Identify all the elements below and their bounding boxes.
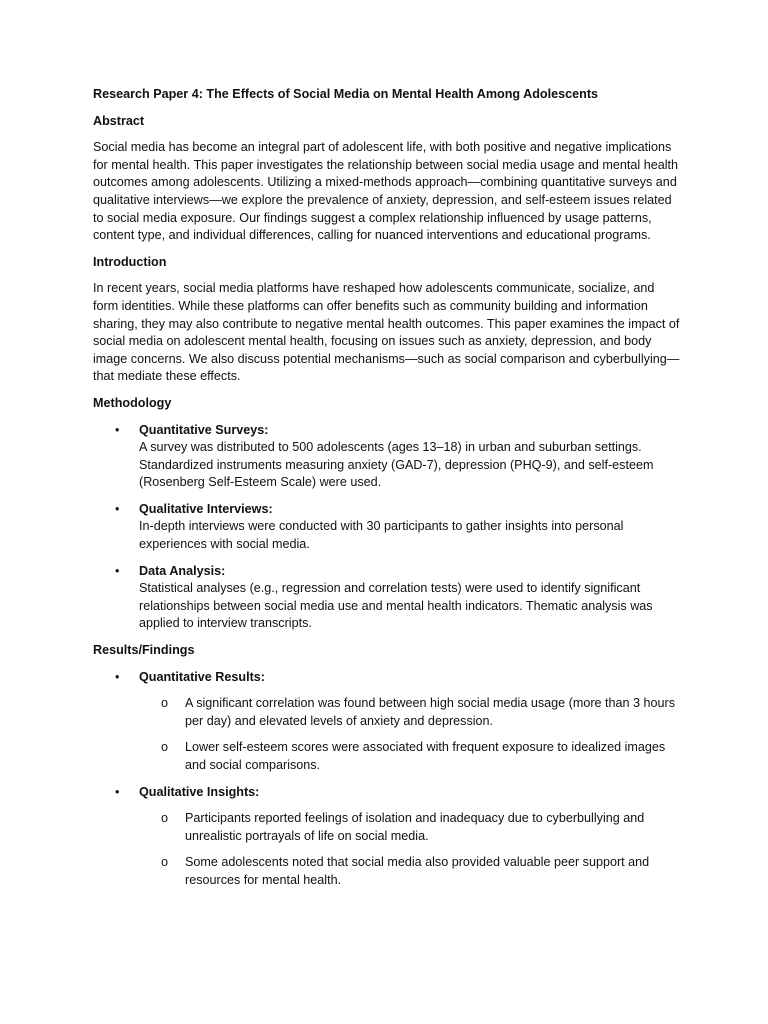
bullet-icon: • xyxy=(115,563,120,578)
abstract-heading: Abstract xyxy=(93,113,145,128)
results-subitem-text: A significant correlation was found between high social media usage (more than 3 hours per day) and elevated levels of anxiety and depression. xyxy=(185,696,676,728)
results-list xyxy=(93,669,683,890)
results-subitem xyxy=(139,739,683,774)
methodology-item-title: Quantitative Surveys: xyxy=(139,422,269,437)
circle-bullet-icon: o xyxy=(161,740,169,755)
methodology-item-title: Qualitative Interviews: xyxy=(139,501,273,516)
results-group xyxy=(93,669,683,775)
methodology-item-text: In-depth interviews were conducted with 30 participants to gather insights into personal experiences with social media. xyxy=(139,519,624,552)
results-subitem xyxy=(139,810,683,845)
methodology-heading: Methodology xyxy=(93,395,172,410)
results-sublist xyxy=(139,695,683,774)
bullet-icon: • xyxy=(115,669,120,684)
circle-bullet-icon: o xyxy=(161,855,169,870)
circle-bullet-icon: o xyxy=(161,811,169,826)
results-group-title: Quantitative Results: xyxy=(139,669,265,684)
bullet-icon: • xyxy=(115,501,120,516)
methodology-item-title: Data Analysis: xyxy=(139,563,226,578)
circle-bullet-icon: o xyxy=(161,696,169,711)
introduction-heading: Introduction xyxy=(93,254,167,269)
results-group-title: Qualitative Insights: xyxy=(139,784,260,799)
methodology-list xyxy=(93,422,683,634)
methodology-item-text: A survey was distributed to 500 adolescents (ages 13–18) in urban and suburban settings. Standardized instruments measuring anxiety (GAD-7), depression (PHQ-9), and self-esteem (Rosenberg Self-Esteem Scale) were used. xyxy=(139,440,654,490)
methodology-item-text: Statistical analyses (e.g., regression and correlation tests) were used to identify significant relationships between social media use and mental health indicators. Thematic analysis was applied to interview transcripts. xyxy=(139,581,653,631)
bullet-icon: • xyxy=(115,422,120,437)
document-page xyxy=(93,86,683,899)
document-title: Research Paper 4: The Effects of Social Media on Mental Health Among Adolescents xyxy=(93,87,599,101)
methodology-item xyxy=(93,563,683,633)
results-subitem xyxy=(139,695,683,730)
results-subitem-text: Lower self-esteem scores were associated with frequent exposure to idealized images and social comparisons. xyxy=(185,740,666,772)
results-group xyxy=(93,784,683,890)
results-heading: Results/Findings xyxy=(93,643,195,658)
results-sublist xyxy=(139,810,683,889)
abstract-paragraph: Social media has become an integral part of adolescent life, with both positive and negative implications for mental health. This paper investigates the relationship between social media usage and mental health outcomes among adolescents. Utilizing a mixed-methods approach—combining quantitative surveys and qualitative interviews—we explore the prevalence of anxiety, depression, and self-esteem issues related to social media exposure. Our findings suggest a complex relationship influenced by usage patterns, content type, and individual differences, calling for nuanced interventions and educational programs. xyxy=(93,140,679,243)
methodology-item xyxy=(93,422,683,492)
bullet-icon: • xyxy=(115,784,120,799)
methodology-item xyxy=(93,501,683,554)
results-subitem-text: Participants reported feelings of isolation and inadequacy due to cyberbullying and unrealistic portrayals of life on social media. xyxy=(185,811,645,843)
introduction-paragraph: In recent years, social media platforms have reshaped how adolescents communicate, socialize, and form identities. While these platforms can offer benefits such as community building and information sharing, they may also contribute to negative mental health outcomes. This paper examines the impact of social media on adolescent mental health, focusing on issues such as anxiety, depression, and body image concerns. We also discuss potential mechanisms—such as social comparison and cyberbullying—that mediate these effects. xyxy=(93,281,680,384)
results-subitem-text: Some adolescents noted that social media also provided valuable peer support and resources for mental health. xyxy=(185,855,650,887)
results-subitem xyxy=(139,854,683,889)
